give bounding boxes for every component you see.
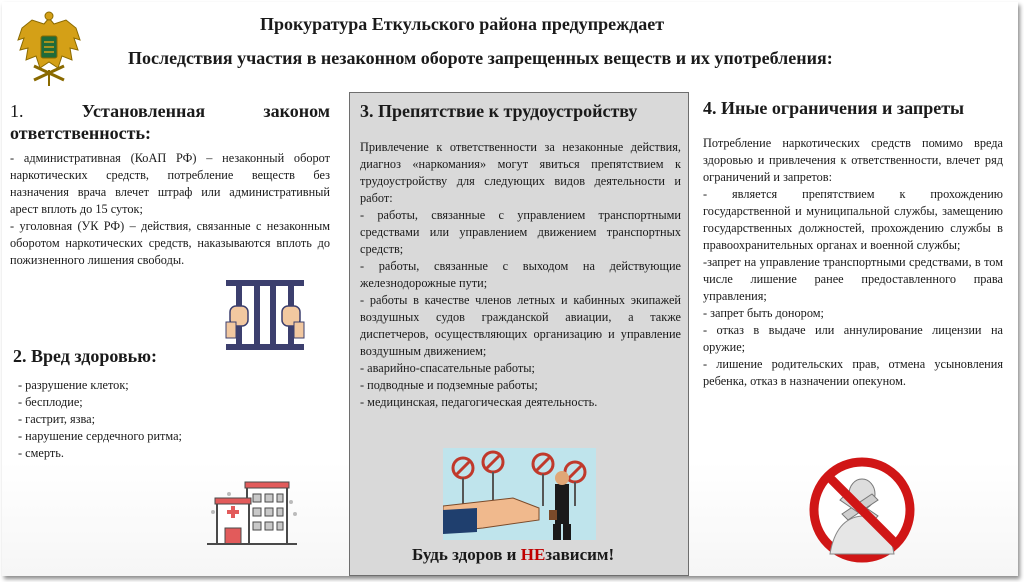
prison-bars-icon (224, 278, 306, 352)
slogan (412, 545, 614, 565)
hospital-icon (203, 472, 301, 554)
section1-heading-num: 1. (10, 101, 24, 121)
list-item: - гастрит, язва; (18, 412, 96, 426)
section1-heading-line1 (10, 100, 330, 122)
stop-refusal-icon (806, 454, 918, 566)
section4-text: Потребление наркотических средств помимо вреда здоровью и привлечения к ответственности, влечет ряд ограничений и запретов: - является препятствием к прохождению государственной и муниципальной службы, замещению государственных должностей, прохождению службы в правоохранительных органах и военной службы; -запрет на управление транспортными средствами, в том числе лишение ранее предоставленного права управления; - запрет быть донором; - отказ в выдаче или аннулирование лицензии на оружие; - лишение родительских прав, отмена усыновления ребенка, отказ в назначении опекуном. (703, 136, 1003, 388)
section3-heading: 3. Препятствие к трудоустройству (360, 101, 638, 121)
list-item: - нарушение сердечного ритма; (18, 429, 182, 443)
section2-heading: 2. Вред здоровью: (13, 346, 157, 366)
slogan-part1: Будь здоров и (412, 545, 521, 564)
section-restrictions (703, 98, 1005, 390)
section-employment (349, 92, 689, 576)
section1-heading-line2: ответственность: (10, 123, 152, 143)
slogan-part2: зависим! (545, 545, 615, 564)
prosecutor-emblem-icon (14, 10, 84, 88)
section2-list (18, 377, 318, 462)
page-subtitle: Последствия участия в незаконном обороте запрещенных веществ и их употребления: (128, 48, 833, 68)
list-item: - бесплодие; (18, 395, 83, 409)
page-title: Прокуратура Еткульского района предупреждает (260, 14, 665, 34)
section3-text: Привлечение к ответственности за незаконные действия, диагноз «наркомания» могут явиться препятствием к трудоустройству для следующих видов деятельности и работ: - работы, связанные с управлением транспортными средствами или управлением движением транспортных средств; - работы, связанные с выходом на действующие железнодорожные пути; - работы в качестве членов летных и кабинных экипажей воздушных судов гражданской авиации, а также диспетчеров, осуществляющих организацию и управление воздушным движением; - аварийно-спасательные работы; - подводные и подземные работы; - медицинская, педагогическая деятельность. (360, 140, 681, 409)
refused-handshake-icon (443, 448, 596, 540)
list-item: - разрушение клеток; (18, 378, 129, 392)
section1-text: - административная (КоАП РФ) – незаконный оборот наркотических средств, потребление веществ без назначения врача влечет штраф или административный арест вплоть до 15 суток; - уголовная (УК РФ) – действия, связанные с незаконным оборотом наркотических средств, наказываются вплоть до пожизненного лишения свободы. (10, 151, 330, 267)
slogan-ne: НЕ (520, 545, 546, 564)
section4-heading: 4. Иные ограничения и запреты (703, 98, 965, 118)
list-item: - смерть. (18, 446, 64, 460)
section-responsibility (10, 100, 330, 269)
section1-heading-text: Установленная законом (81, 101, 331, 121)
